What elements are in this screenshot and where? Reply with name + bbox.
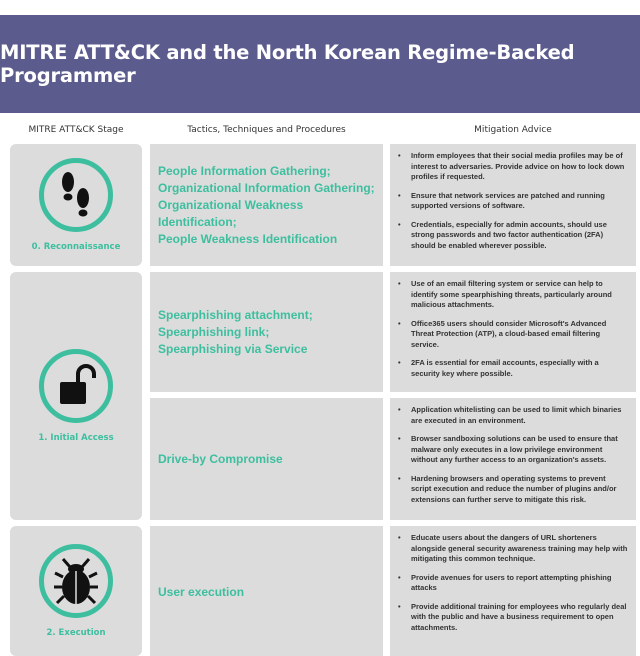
- ttp-item: Organizational Weakness Identification;: [158, 197, 304, 229]
- mitigation-item: • Provide avenues for users to report attempting phishing attacks: [398, 573, 628, 594]
- ttp-item: People Information Gathering;: [158, 163, 331, 178]
- stage-label: 0. Reconnaissance: [31, 242, 121, 252]
- mitigation-item: • Hardening browsers and operating systems to prevent script execution and reduce the number of plugins and/or extensions can further serve to mitigate this risk.: [398, 474, 628, 506]
- page-title: MITRE ATT&CK and the North Korean Regime-Backed Programmer: [0, 15, 640, 113]
- mitigation-item: • Application whitelisting can be used to limit which binaries are executed in an environment.: [398, 405, 628, 426]
- mitigation-item: • Provide additional training for employees who regularly deal with the public and have a business requirement to open attachments.: [398, 602, 628, 634]
- mitigation-cell-user-execution: [390, 526, 636, 656]
- mitigation-item: • Browser sandboxing solutions can be used to ensure that malware only executes in a low privilege environment without any further access to an organization's assets.: [398, 434, 628, 466]
- mitigation-item: • Office365 users should consider Microsoft's Advanced Threat Protection (ATP), a cloud-based email filtering service.: [398, 319, 628, 351]
- ttp-item: Organizational Information Gathering;: [158, 180, 375, 195]
- unlocked-padlock-icon: [39, 349, 113, 423]
- mitigation-item: • Credentials, especially for admin accounts, should use strong passwords and two factor authentication (2FA) should be enabled wherever possible.: [398, 220, 628, 252]
- mitigation-item: • Use of an email filtering system or service can help to identify some spearphishing threats, particularly around malicious attachments.: [398, 279, 628, 311]
- stage-initial-access: [10, 272, 142, 520]
- column-header-stage: MITRE ATT&CK Stage: [28, 125, 124, 135]
- ttp-item: User execution: [158, 585, 245, 599]
- ttp-cell-user-execution: [150, 526, 383, 656]
- stage-label: 2. Execution: [46, 628, 106, 638]
- mitigation-cell-drive-by: [390, 398, 636, 520]
- ttp-item: People Weakness Identification: [158, 231, 338, 246]
- bug-icon: [39, 544, 113, 618]
- ttp-cell-drive-by: [150, 398, 383, 520]
- column-header-mitigation: Mitigation Advice: [474, 125, 552, 135]
- mitigation-item: • 2FA is essential for email accounts, especially with a security key where possible.: [398, 358, 628, 379]
- mitigation-cell-reconnaissance: [390, 144, 636, 266]
- footprints-icon: [39, 158, 113, 232]
- mitigation-item: • Ensure that network services are patched and running supported versions of software.: [398, 191, 628, 212]
- mitigation-item: • Inform employees that their social media profiles may be of interest to adversaries. Provide advice on how to lock down profiles if requested.: [398, 151, 628, 183]
- ttp-item: Spearphishing attachment;: [158, 307, 313, 322]
- column-header-ttp: Tactics, Techniques and Procedures: [187, 125, 346, 135]
- mitigation-cell-spearphishing: [390, 272, 636, 392]
- ttp-item: Spearphishing link;: [158, 324, 270, 339]
- stage-reconnaissance: [10, 144, 142, 266]
- stage-execution: [10, 526, 142, 656]
- mitigation-item: • Educate users about the dangers of URL shorteners alongside general security awareness training may help with mitigating this common technique.: [398, 533, 628, 565]
- ttp-item: Spearphishing via Service: [158, 341, 308, 356]
- stage-label: 1. Initial Access: [38, 433, 114, 443]
- ttp-cell-reconnaissance: [150, 144, 383, 266]
- ttp-cell-spearphishing: [150, 272, 383, 392]
- ttp-item: Drive-by Compromise: [158, 451, 283, 466]
